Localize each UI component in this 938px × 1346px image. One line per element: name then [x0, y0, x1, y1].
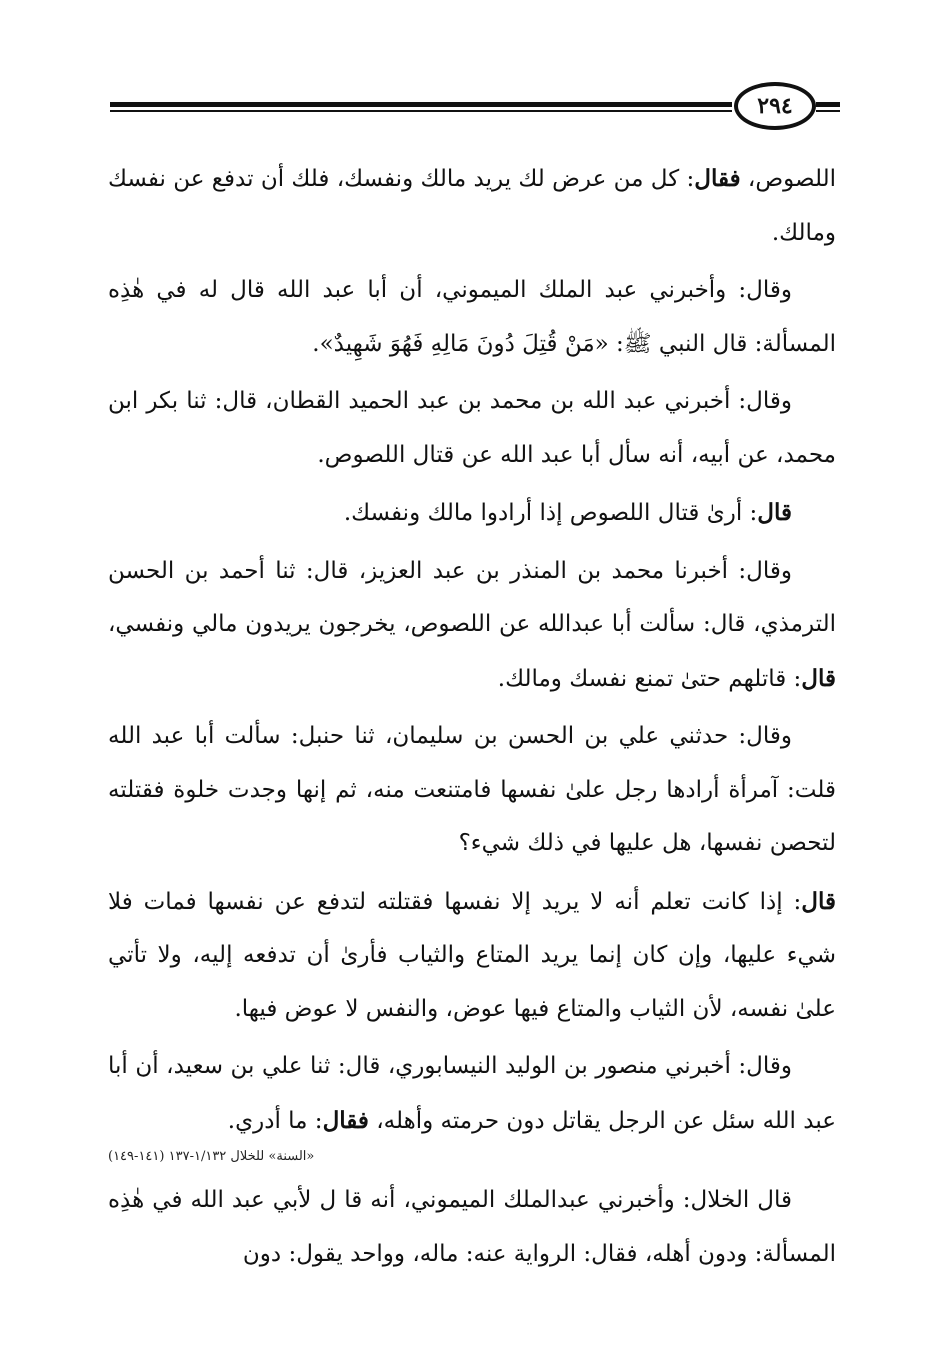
- paragraph: [108, 545, 836, 707]
- header-rule-right: [816, 102, 840, 107]
- header-rule: [110, 102, 732, 107]
- speaker-label: فقال: [694, 165, 741, 192]
- speaker-label: فقال: [322, 1106, 369, 1134]
- text-run: وقال: أخبرنا محمد بن المنذر بن عبد العزيز، قال: ثنا أحمد بن الحسن الترمذي، قال: سألت أبا عبدالله عن اللصوص، يخرجون يريدون مالي ونفسي،: [108, 557, 836, 637]
- paragraph: وقال: وأخبرني عبد الملك الميموني، أن أبا عبد الله قال له في هٰذِه المسألة: قال النبي ﷺ: «مَنْ قُتِلَ دُونَ مَالِهِ فَهُوَ شَهِيدٌ».: [108, 277, 836, 357]
- source-citation: «السنة» للخلال ١/١٣٢-١٣٧ (١٤١-١٤٩): [108, 1149, 315, 1164]
- paragraph: وقال: أخبرني عبد الله بن محمد بن عبد الحميد القطان، قال: ثنا بكر ابن محمد، عن أبيه، أنه سأل أبا عبد الله عن قتال اللصوص.: [108, 388, 836, 468]
- text-run: وقال: أخبرني منصور بن الوليد النيسابوري، قال: ثنا علي بن سعيد، أن أبا عبد الله سئل عن الرجل يقاتل دون حرمته وأهله،: [108, 1053, 836, 1134]
- text-run: : أرىٰ قتال اللصوص إذا أرادوا مالك ونفسك.: [343, 500, 758, 526]
- paragraph: [108, 1040, 836, 1148]
- page-header: [110, 82, 840, 132]
- paragraph: [108, 875, 836, 1037]
- text-run: : كل من عرض لك يريد مالك ونفسك، فلك أن تدفع عن نفسك ومالك.: [108, 166, 836, 246]
- speaker-label: قال: [801, 887, 836, 915]
- speaker-label: قال: [801, 664, 836, 692]
- text-run: : إذا كانت تعلم أنه لا يريد إلا نفسها فقتلته لتدفع عن نفسها فمات فلا شيء عليها، وإن كان إنما يريد المتاع والثياب فأرىٰ أن تدفعه إليه، ولا تأتي علىٰ نفسه، لأن الثياب والمتاع فيها عوض، والنفس لا عوض فيها.: [108, 888, 836, 1022]
- main-text: [108, 152, 836, 1285]
- text-run: اللصوص،: [740, 166, 836, 192]
- header-rule-thin: [110, 110, 732, 112]
- paragraph: قال الخلال: وأخبرني عبدالملك الميموني، أنه قا ل لأبي عبد الله في هٰذِه المسألة: ودون أهله، فقال: الرواية عنه: ماله، وواحد يقول: دون: [108, 1187, 836, 1267]
- speaker-label: قال: [757, 499, 792, 526]
- page-number: ٢٩٤: [734, 82, 816, 130]
- paragraph: [108, 486, 836, 541]
- paragraph: [108, 152, 836, 260]
- text-run: : ما أدري.: [227, 1107, 323, 1134]
- header-rule-right-thin: [816, 110, 840, 112]
- paragraph: وقال: حدثني علي بن الحسن بن سليمان، ثنا حنبل: سألت أبا عبد الله قلت: آمرأة أرادها رجل علىٰ نفسها فامتنعت منه، ثم إنها وجدت خلوة فقتلته لتحصن نفسها، هل عليها في ذلك شيء؟: [108, 723, 836, 856]
- text-run: : قاتلهم حتىٰ تمنع نفسك ومالك.: [497, 665, 802, 692]
